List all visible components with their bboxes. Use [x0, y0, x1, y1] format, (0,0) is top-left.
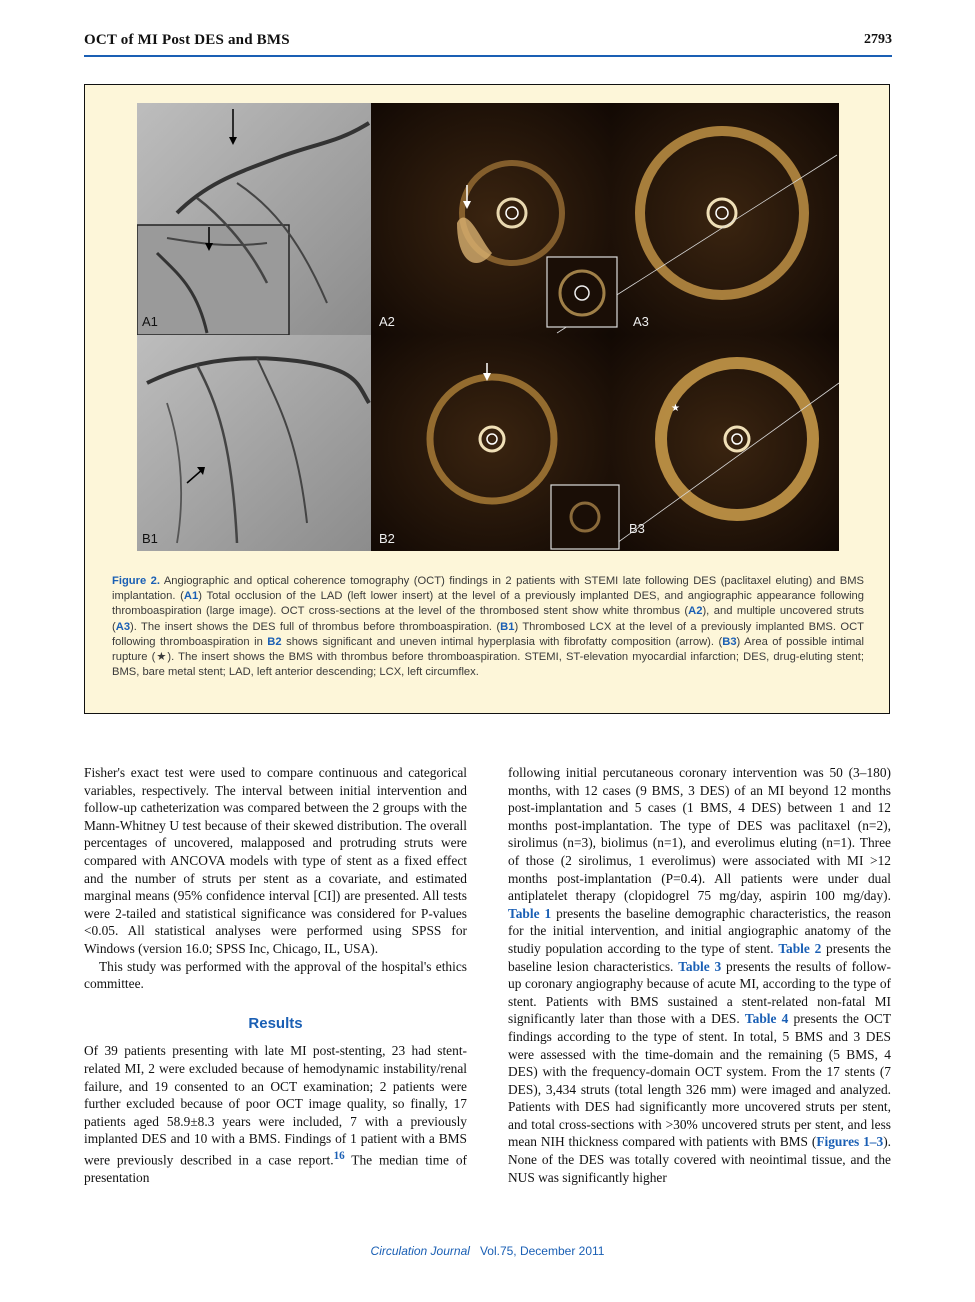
caption-ref-a2: A2 [688, 605, 703, 618]
caption-label: Figure 2. [112, 575, 160, 587]
page-number: 2793 [864, 32, 892, 47]
panel-a1 [137, 103, 371, 335]
body-text: presents the results of follow-up coronary angiography because of acute MI, according to the type of stent. Patients with BMS sustained a stent-related non-fatal MI significantly later than those with a DES. [508, 958, 892, 1027]
results-continued-paragraph [508, 764, 891, 1186]
caption-text: ) Total occlusion of the LAD (left lower insert) at the level of a previously implanted DES, and angiographic appearance following thromboaspiration (large image). OCT cross-sections at the level of the thrombosed stent show white thrombus ( [112, 590, 864, 618]
figures-1-3-link[interactable]: Figures 1–3 [816, 1134, 884, 1150]
table-1-link[interactable]: Table 1 [508, 905, 552, 921]
label-a1: A1 [142, 314, 158, 329]
body-text: presents the baseline lesion characteristics. [508, 940, 891, 974]
caption-text: ). The insert shows the DES full of thrombus before thromboaspiration. ( [130, 620, 501, 633]
results-text: The median time of presentation [84, 1152, 467, 1185]
journal-volume: Vol.75, December 2011 [479, 1244, 605, 1258]
star-mark: ★ [671, 403, 680, 414]
running-title: OCT of MI Post DES and BMS [84, 32, 290, 48]
label-a2: A2 [379, 314, 395, 329]
body-text: presents the baseline demographic characteristics, the reason for the initial intervention, and initial angiographic anatomy of the studiy population according to the type of stent. [508, 905, 891, 956]
caption-text: shows significant and uneven intimal hyperplasia with fibrofatty composition (arrow). ( [281, 635, 723, 648]
header-rule [84, 55, 892, 57]
ethics-paragraph: This study was performed with the approval of the hospital's ethics committee. [84, 958, 467, 992]
methods-paragraph: Fisher's exact test were used to compare continuous and categorical variables, respectively. The interval between initial intervention and follow-up catheterization was compared between the 2 groups with the Mann-Whitney U test because of their skewed distribution. The overall percentages of uncovered, malapposed and protruding struts were compared with ANCOVA models with type of stent as a fixed effect and the number of struts per stent as a covariate, and estimated marginal means (95% confidence interval [CI]) are presented. All tests were 2-tailed and statistical significance was considered for P-values <0.05. All statistical analyses were performed using SPSS for Windows (version 16.0; SPSS Inc, Chicago, IL, USA). [84, 765, 467, 956]
body-text: ). None of the DES was totally covered with neointimal tissue, and the NUS was significantly higher [508, 1134, 891, 1185]
label-b2: B2 [379, 531, 395, 546]
caption-ref-b1: B1 [500, 620, 515, 633]
figure-panels [137, 103, 839, 551]
table-3-link[interactable]: Table 3 [678, 958, 722, 974]
page-footer [0, 1244, 975, 1258]
running-header [84, 32, 892, 54]
caption-ref-a3: A3 [115, 620, 131, 633]
results-heading: Results [248, 1014, 303, 1032]
table-4-link[interactable]: Table 4 [744, 1011, 789, 1027]
caption-ref-b3: B3 [722, 635, 737, 648]
left-column [84, 764, 467, 1187]
label-b3: B3 [629, 521, 645, 536]
caption-text: Angiographic and optical coherence tomography (OCT) findings in 2 patients with STEMI late following DES (paclitaxel eluting) and BMS implantation. ( [112, 575, 865, 603]
reference-16[interactable]: 16 [333, 1149, 345, 1162]
label-a3: A3 [633, 314, 649, 329]
body-text: presents the OCT findings according to the type of stent. In total, 5 BMS and 3 DES were assessed with the time-domain and the remaining (5 BMS, 4 DES) with the frequency-domain OCT system. From the 17 stents (7 DES), 3,434 struts (total length 326 mm) were imaged and analyzed. Patients with DES had significantly more uncovered struts per stent, and total cross-sections with >30% uncovered struts per stent, and less mean NIH thickness compared with patients with BMS ( [508, 1011, 891, 1150]
caption-ref-a1: A1 [183, 590, 199, 603]
panel-b1 [137, 335, 371, 551]
right-column [508, 764, 891, 1186]
journal-name: Circulation Journal [370, 1244, 470, 1258]
results-paragraph [84, 1042, 467, 1186]
figure-caption [112, 574, 864, 680]
results-text: Of 39 patients presenting with late MI post-stenting, 23 had stent-related MI, 2 were excluded because of hemodynamic instability/renal failure, and 19 consented to an OCT examination; 2 patients were further excluded because of poor OCT image quality, so finally, 17 patients aged 58.9±8.3 years were included, 7 with a previously implanted DES and 10 with a BMS. Findings of 1 patient with a BMS were previously described in a case report. [84, 1043, 467, 1168]
body-text: following initial percutaneous coronary intervention was 50 (3–180) months, with 12 cases (9 BMS, 3 DES) of an MI beyond 12 months post-implantation and 5 cases (1 BMS, 4 DES) between 1 and 12 months post-implantation. The type of DES was paclitaxel (n=2), sirolimus (n=3), biolimus (n=1), and everolimus eluting (n=1). Three of those (2 sirolimus, 1 everolimus) were associated with MI >12 months post-implantation (P=0.4). All patients were under dual antiplatelet therapy (clopidogrel 75 mg/day, aspirin 100 mg/day). [508, 765, 891, 904]
caption-text: ) Thrombosed LCX at the level of a previously implanted BMS. OCT following thromboaspiration in [112, 620, 864, 648]
caption-text: ), and multiple uncovered struts ( [112, 605, 864, 633]
caption-text: ) Area of possible intimal rupture (★). The insert shows the BMS with thrombus before thromboaspiration. STEMI, ST-elevation myocardial infarction; DES, drug-eluting stent; BMS, bare metal stent; LAD, left anterior descending; LCX, left circumflex. [112, 635, 864, 679]
label-b1: B1 [142, 531, 158, 546]
caption-ref-b2: B2 [267, 635, 282, 648]
table-2-link[interactable]: Table 2 [778, 940, 822, 956]
